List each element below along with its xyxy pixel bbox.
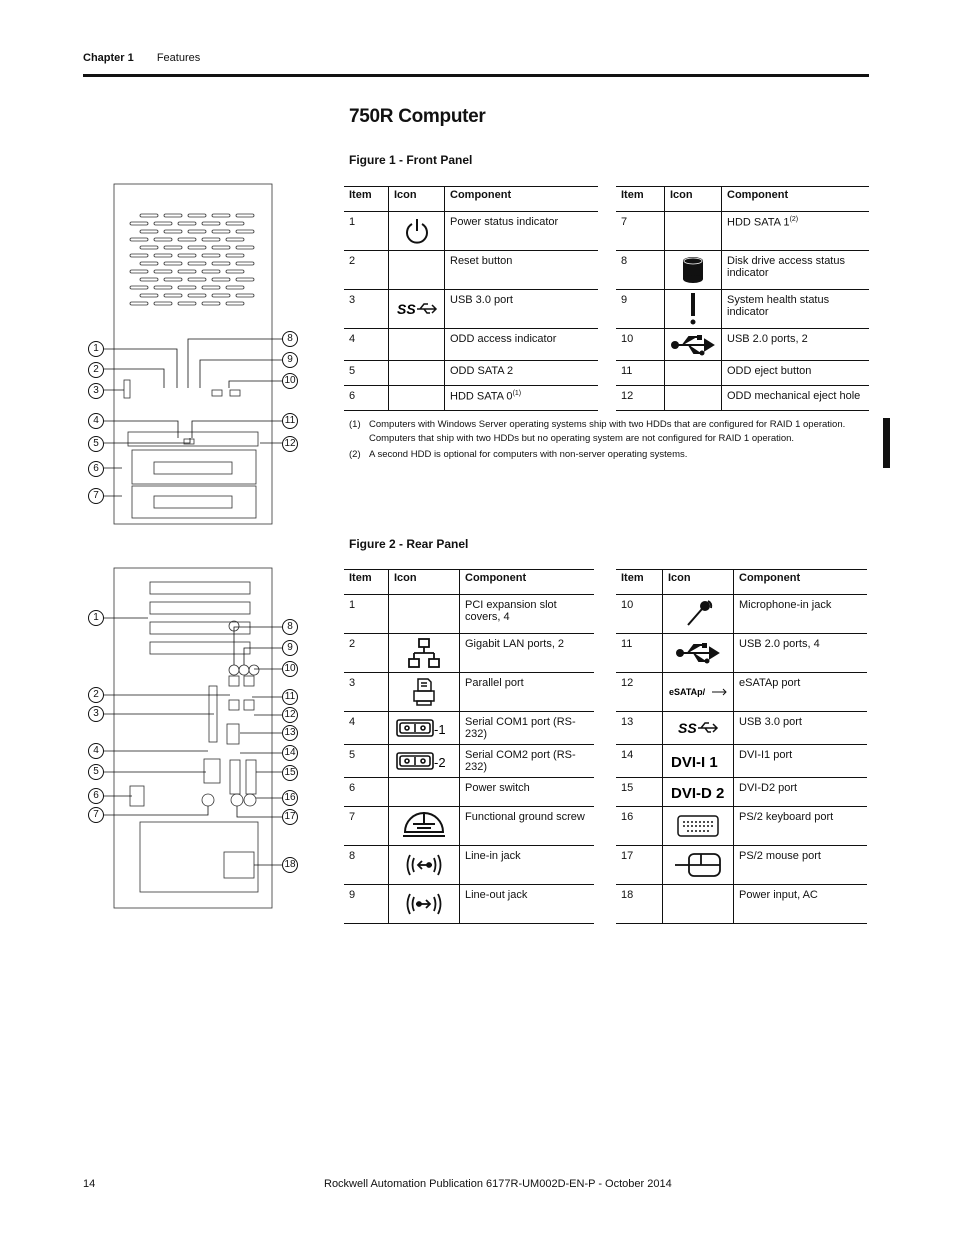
col-item: Item	[616, 570, 663, 595]
table-row	[616, 329, 869, 361]
callout-8: 8	[282, 331, 298, 347]
front-panel-diagram	[84, 180, 304, 526]
callout-8: 8	[282, 619, 298, 635]
table-row	[616, 290, 869, 329]
svg-text:-2: -2	[434, 755, 446, 770]
callout-9: 9	[282, 640, 298, 656]
footnote: (1) Computers with Windows Server operating systems ship with two HDDs that are configured for RAID 1 operation. Computers that ship with two HDDs but no operating system are not configured for RAID 1 operation.	[349, 419, 846, 444]
col-icon: Icon	[665, 187, 722, 212]
col-component: Component	[460, 570, 595, 595]
header-rule	[83, 74, 869, 77]
col-component: Component	[445, 187, 599, 212]
item-number: 10	[616, 329, 665, 361]
item-number: 17	[616, 846, 663, 885]
table-row	[616, 885, 867, 924]
callout-9: 9	[282, 352, 298, 368]
callout-3: 3	[88, 706, 104, 722]
empty-icon-cell	[665, 386, 722, 411]
callout-12: 12	[282, 707, 298, 723]
callout-4: 4	[88, 413, 104, 429]
item-number: 10	[616, 595, 663, 634]
callout-10: 10	[282, 661, 298, 677]
item-number: 1	[344, 595, 389, 634]
serial-icon	[389, 712, 460, 745]
table-row	[616, 634, 867, 673]
empty-icon-cell	[665, 361, 722, 386]
col-component: Component	[734, 570, 868, 595]
callout-2: 2	[88, 687, 104, 703]
col-icon: Icon	[663, 570, 734, 595]
component-name: Line-in jack	[460, 846, 595, 885]
chapter-tab-marker	[883, 418, 890, 468]
item-number: 8	[344, 846, 389, 885]
table-row	[344, 386, 598, 411]
component-name: PS/2 keyboard port	[734, 807, 868, 846]
table-row	[616, 673, 867, 712]
item-number: 7	[616, 212, 665, 251]
front-panel-table-left	[344, 186, 598, 411]
empty-icon-cell	[389, 251, 445, 290]
empty-icon-cell	[663, 885, 734, 924]
svg-text:SS: SS	[678, 720, 697, 736]
keyboard-icon	[663, 807, 734, 846]
col-component: Component	[722, 187, 870, 212]
front-callout-lines	[104, 339, 282, 496]
callout-11: 11	[282, 689, 298, 705]
item-number: 16	[616, 807, 663, 846]
callout-7: 7	[88, 488, 104, 504]
figure1-caption: Figure 1 - Front Panel	[349, 153, 473, 167]
section-label: Features	[156, 52, 201, 64]
item-number: 5	[344, 361, 389, 386]
item-number: 6	[344, 778, 389, 807]
table-row	[344, 361, 598, 386]
table-row	[344, 673, 594, 712]
table-row	[344, 807, 594, 846]
component-name: Power status indicator	[445, 212, 599, 251]
callout-2: 2	[88, 362, 104, 378]
table-row	[344, 251, 598, 290]
power-icon	[389, 212, 445, 251]
chapter-label: Chapter 1	[83, 52, 134, 64]
item-number: 18	[616, 885, 663, 924]
component-name: Line-out jack	[460, 885, 595, 924]
front-panel-table-right	[616, 186, 869, 411]
component-name: Serial COM1 port (RS-232)	[460, 712, 595, 745]
component-name: USB 2.0 ports, 4	[734, 634, 868, 673]
callout-5: 5	[88, 764, 104, 780]
usb3-icon	[663, 712, 734, 745]
item-number: 7	[344, 807, 389, 846]
serial-icon	[389, 745, 460, 778]
col-item: Item	[616, 187, 665, 212]
callout-10: 10	[282, 373, 298, 389]
page-number: 14	[83, 1178, 96, 1190]
printer-icon	[389, 673, 460, 712]
callout-7: 7	[88, 807, 104, 823]
svg-text:SS: SS	[396, 301, 416, 317]
callout-4: 4	[88, 743, 104, 759]
table-row	[344, 712, 594, 745]
svg-text:eSATAp/: eSATAp/	[669, 687, 706, 697]
col-icon: Icon	[389, 570, 460, 595]
table-row	[344, 778, 594, 807]
callout-6: 6	[88, 788, 104, 804]
item-number: 4	[344, 712, 389, 745]
line-out-icon	[389, 885, 460, 924]
empty-icon-cell	[389, 386, 445, 411]
running-header	[83, 52, 200, 64]
empty-icon-cell	[665, 212, 722, 251]
callout-13: 13	[282, 725, 298, 741]
callout-1: 1	[88, 610, 104, 626]
item-number: 3	[344, 673, 389, 712]
table-row	[344, 290, 598, 329]
network-icon	[389, 634, 460, 673]
component-name: eSATAp port	[734, 673, 868, 712]
component-name: ODD SATA 2	[445, 361, 599, 386]
table-row	[344, 329, 598, 361]
component-name: Power input, AC	[734, 885, 868, 924]
component-name: ODD access indicator	[445, 329, 599, 361]
line-in-icon	[389, 846, 460, 885]
item-number: 6	[344, 386, 389, 411]
component-name: Parallel port	[460, 673, 595, 712]
callout-5: 5	[88, 436, 104, 452]
callout-14: 14	[282, 745, 298, 761]
component-name: DVI-D2 port	[734, 778, 868, 807]
usb-icon	[663, 634, 734, 673]
table-row	[616, 846, 867, 885]
component-name: DVI-I1 port	[734, 745, 868, 778]
item-number: 8	[616, 251, 665, 290]
component-name: HDD SATA 0$^{(1)}$	[445, 386, 599, 411]
callout-6: 6	[88, 461, 104, 477]
component-name: Functional ground screw	[460, 807, 595, 846]
publication-footer: Rockwell Automation Publication 6177R-UM002D-EN-P - October 2014	[324, 1178, 672, 1190]
figure2-caption: Figure 2 - Rear Panel	[349, 537, 469, 551]
page-title: 750R Computer	[349, 106, 486, 127]
table-row	[616, 251, 869, 290]
empty-icon-cell	[389, 778, 460, 807]
disk-drive-icon	[665, 251, 722, 290]
component-name: PS/2 mouse port	[734, 846, 868, 885]
table-row	[616, 807, 867, 846]
table-row	[616, 745, 867, 778]
table-row	[616, 778, 867, 807]
item-number: 9	[616, 290, 665, 329]
item-number: 12	[616, 673, 663, 712]
empty-icon-cell	[389, 595, 460, 634]
callout-15: 15	[282, 765, 298, 781]
rear-panel-diagram	[84, 564, 304, 912]
component-name: USB 3.0 port	[734, 712, 868, 745]
component-name: ODD mechanical eject hole	[722, 386, 870, 411]
table-row	[344, 212, 598, 251]
table-row	[616, 595, 867, 634]
callout-12: 12	[282, 436, 298, 452]
empty-icon-cell	[389, 329, 445, 361]
table-row	[616, 212, 869, 251]
callout-1: 1	[88, 341, 104, 357]
svg-text:-1: -1	[434, 722, 446, 737]
component-name: Power switch	[460, 778, 595, 807]
footnote: (2) A second HDD is optional for computers with non-server operating systems.	[349, 449, 688, 460]
dvi-text-icon	[663, 778, 734, 807]
item-number: 2	[344, 251, 389, 290]
callout-17: 17	[282, 809, 298, 825]
ground-icon	[389, 807, 460, 846]
item-number: 2	[344, 634, 389, 673]
table-row	[616, 712, 867, 745]
table-row	[344, 885, 594, 924]
item-number: 5	[344, 745, 389, 778]
rear-callout-lines	[104, 618, 282, 865]
usb-icon	[665, 329, 722, 361]
rear-panel-table-right	[616, 569, 867, 924]
table-row	[344, 745, 594, 778]
callout-16: 16	[282, 790, 298, 806]
table-row	[344, 595, 594, 634]
exclamation-icon	[665, 290, 722, 329]
item-number: 15	[616, 778, 663, 807]
footnotes	[349, 418, 869, 462]
component-name: ODD eject button	[722, 361, 870, 386]
col-icon: Icon	[389, 187, 445, 212]
table-row	[344, 846, 594, 885]
component-name: USB 3.0 port	[445, 290, 599, 329]
item-number: 11	[616, 634, 663, 673]
svg-text:DVI-D 2: DVI-D 2	[671, 785, 725, 802]
table-row	[344, 634, 594, 673]
item-number: 12	[616, 386, 665, 411]
item-number: 9	[344, 885, 389, 924]
component-name: System health status indicator	[722, 290, 870, 329]
item-number: 4	[344, 329, 389, 361]
mouse-icon	[663, 846, 734, 885]
callout-11: 11	[282, 413, 298, 429]
component-name: Reset button	[445, 251, 599, 290]
table-row	[616, 386, 869, 411]
item-number: 3	[344, 290, 389, 329]
svg-text:DVI-I 1: DVI-I 1	[671, 754, 718, 771]
esatap-icon	[663, 673, 734, 712]
item-number: 13	[616, 712, 663, 745]
col-item: Item	[344, 570, 389, 595]
component-name: USB 2.0 ports, 2	[722, 329, 870, 361]
callout-18: 18	[282, 857, 298, 873]
component-name: HDD SATA 1$^{(2)}$	[722, 212, 870, 251]
item-number: 1	[344, 212, 389, 251]
component-name: Serial COM2 port (RS-232)	[460, 745, 595, 778]
component-name: Microphone-in jack	[734, 595, 868, 634]
component-name: Gigabit LAN ports, 2	[460, 634, 595, 673]
item-number: 11	[616, 361, 665, 386]
rear-panel-table-left	[344, 569, 594, 924]
item-number: 14	[616, 745, 663, 778]
empty-icon-cell	[389, 361, 445, 386]
dvi-text-icon	[663, 745, 734, 778]
callout-3: 3	[88, 383, 104, 399]
col-item: Item	[344, 187, 389, 212]
usb3-icon	[389, 290, 445, 329]
component-name: PCI expansion slot covers, 4	[460, 595, 595, 634]
table-row	[616, 361, 869, 386]
component-name: Disk drive access status indicator	[722, 251, 870, 290]
microphone-icon	[663, 595, 734, 634]
